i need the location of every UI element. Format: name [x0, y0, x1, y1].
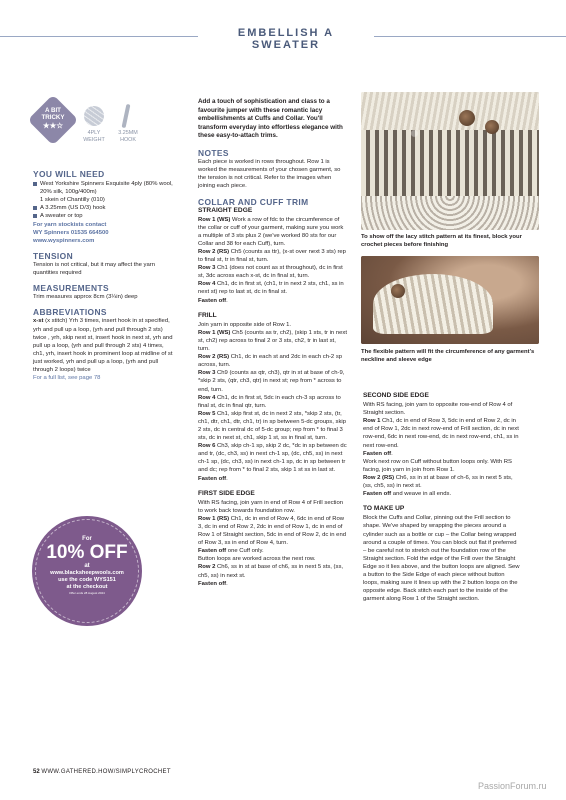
right-column	[363, 392, 521, 603]
straight-edge-heading: STRAIGHT EDGE	[198, 206, 253, 214]
need-item-yarn: West Yorkshire Spinners Exquisite 4ply (80% wool, 20% silk, 100g/400m)	[33, 180, 173, 196]
abbreviations-text: x-st (x stitch) Yrh 3 times, insert hook in st specified, yrh and pull up a loop, (yrh and pull through 2 sts) twice , yrh, skip next st, insert hook in next st, yrh and pull up a loop, (yrh and pull through 2 sts) 4 times, ch1, yrh, insert hook in prominent loop at midline of st just worked, yrh and pull up a loop, (yrh and pull through 2 loops) twice	[33, 318, 173, 373]
footer-page-number: 52 WWW.GATHERED.HOW/SIMPLYCROCHET	[33, 769, 171, 775]
yarn-ball-icon	[84, 106, 104, 126]
offer-site[interactable]: www.blacksheepwools.com	[50, 570, 124, 576]
tension-text: Tension is not critical, but it may affect the yarn quantities required	[33, 261, 156, 277]
frill-row6: Row 6 Ch3, skip ch-1 sp, skip 2 dc, *dc in sp between dc and tr, (dc, ch3, ss) in next ch-1 sp, (dc, ch5, ss) in next ch-1 sp, (dc, ch3, ss) in next ch-1 sp, dc in sp between tr and dc; rep from * to final 2 sts, skip 1 st ss in last st.	[198, 443, 347, 474]
offer-code: use the code WYS151	[58, 577, 116, 583]
button-icon-3	[391, 284, 405, 298]
make-up-heading: TO MAKE UP	[363, 505, 405, 513]
first-side-note: Button loops are worked across the next row.	[198, 556, 316, 563]
collar-row3: Row 3 Ch1 (does not count as st throughout), dc in first st, 3dc across each x-st, dc in final st, turn.	[198, 265, 343, 280]
first-side-heading: FIRST SIDE EDGE	[198, 489, 255, 497]
left-column	[33, 170, 173, 382]
frill-row3: Row 3 Ch9 (counts as qtr, ch3), qtr in st at base of ch-9, *skip 2 sts, (qtr, ch3, qtr) in next st; rep from * across to end, turn.	[198, 370, 345, 393]
offer-text	[38, 536, 136, 596]
second-side-weave: Fasten off and weave in all ends.	[363, 491, 452, 498]
collar-row2: Row 2 (RS) Ch5 (counts as ttr), (x-st over next 3 sts) rep to final st, tr in final st, turn.	[198, 249, 346, 264]
first-side-fasten-cuff: Fasten off one Cuff only.	[198, 548, 264, 555]
cuff-lace	[373, 274, 493, 334]
first-side-intro: With RS facing, join yarn in end of Row 4 of Frill section to work back towards foundation row.	[198, 499, 344, 514]
badge-line2: TRICKY	[41, 114, 65, 121]
offer-checkout: at the checkout	[66, 584, 108, 590]
tension-heading: TENSION	[33, 250, 74, 261]
frill-intro: Join yarn in opposite side of Row 1.	[198, 321, 291, 328]
second-side-intro: With RS facing, join yarn to opposite row-end of Row 4 of Straight section.	[363, 402, 513, 417]
caption-photo-2: The flexible pattern will fit the circumference of any garment's neckline and sleeve edge	[361, 349, 535, 363]
header-rule-left	[0, 36, 198, 37]
hook-icon	[122, 104, 131, 128]
first-side-row1: Row 1 (RS) Ch1, dc in end of Row 4, 6dc in end of Row 3, dc in end of Row 2, 2dc in end of Row 1, dc in end of Row 1 of Straight section, 5dc in end of Row 2, dc in end of Row 3, ss in end of Row 4, turn.	[198, 515, 347, 547]
need-item-yarn-qty: 1 skein of Chantilly (010)	[40, 197, 105, 204]
frill-heading: FRILL	[198, 311, 217, 319]
first-side-fasten-off: Fasten off.	[198, 580, 228, 587]
caption-photo-1: To show off the lacy stitch pattern at its finest, block your crochet pieces before finishing	[361, 234, 522, 248]
measurements-text: Trim measures approx 8cm (3¼in) deep	[33, 294, 138, 301]
notes-heading: NOTES	[198, 147, 229, 158]
stockist-link[interactable]: www.wyspinners.com	[33, 237, 95, 244]
photo-collar-closeup	[361, 92, 539, 230]
middle-column	[198, 98, 348, 588]
button-icon	[459, 110, 475, 126]
badge-line1: A BIT	[45, 107, 61, 114]
frill-fasten-off: Fasten off.	[198, 475, 228, 482]
notes-text: Each piece is worked in rows throughout. Row 1 is worked the measurements of your chosen garment, so the tension is not critical. Refer to the images when joining each piece.	[198, 159, 341, 190]
collar-heading: COLLAR AND CUFF TRIM	[198, 197, 309, 208]
offer-for: For	[82, 536, 92, 542]
stockist-line2: WY Spinners 01535 664500	[33, 229, 109, 236]
frill-row2: Row 2 (RS) Ch1, dc in each st and 2dc in each ch-2 sp across, turn.	[198, 354, 343, 369]
button-icon-2	[485, 120, 499, 134]
you-will-need-heading: YOU WILL NEED	[33, 169, 105, 179]
need-item-sweater: A sweater or top	[33, 212, 173, 220]
intro-text: Add a touch of sophistication and class to a favourite jumper with these romantic lacy embellishments at Cuffs and Collar. You'll transform everyday into effortless elegance with these easy-to-attach trims.	[198, 98, 343, 140]
frill-row5: Row 5 Ch1, skip first st, dc in next 2 sts, *skip 2 sts, (tr, ch1, dtr, ch1, dtr, ch1, tr) in sp between 5-dc groups, skip 2 sts, dc in central dc of 5-dc group; rep from * to final 3 sts, dc in next st, ch1, skip 1 st, ss in final st, turn.	[198, 410, 346, 442]
page-title: EMBELLISH A SWEATER	[237, 27, 335, 51]
badge-stars: ★★☆	[42, 121, 64, 130]
second-side-fasten-off: Fasten off.	[363, 450, 393, 457]
abbreviations-link[interactable]: For a full list, see page 78	[33, 375, 101, 382]
make-up-text: Block the Cuffs and Collar, pinning out the Frill section to shape. We've shaped by wrapping the pieces around a cylinder such as a bottle or cup – the Collar being wrapped around a couple of times. You can block out flat if preferred – be careful not to stretch out the foundation row of the Straight section. Fold the edge of the Frill over the Straight Edge so it lies above, and the button loops are aligned. Sew a button to the Side Edge of each piece without button loops, making sure it lines up with the 2 button loops on the opposite edge. Back stitch each part to the inside of the garment along Row 1 of the Straight section.	[363, 515, 520, 603]
collar-row4: Row 4 Ch1, dc in first st, (ch1, tr in next 2 sts, ch1, ss in next st) rep to last st, dc in final st.	[198, 281, 344, 296]
second-side-note: Work next row on Cuff without button loops only. With RS facing, join yarn in join from Row 1.	[363, 458, 512, 473]
collar-fasten-off: Fasten off.	[198, 297, 228, 304]
frill-row4: Row 4 Ch1, dc in first st, 5dc in each ch-3 sp across to final st, dc in final qtr, turn.	[198, 394, 341, 409]
watermark: PassionForum.ru	[478, 781, 547, 791]
first-side-row2: Row 2 Ch6, ss in st at base of ch6, ss in next 5 sts, (ss, ch5, ss) in next st.	[198, 564, 344, 579]
need-item-hook: A 3.25mm (US D/3) hook	[33, 204, 173, 212]
hook-label: 3.25MM HOOK	[118, 130, 138, 143]
lace-band-bottom	[361, 196, 539, 230]
stockist-line1: For yarn stockists contact	[33, 221, 107, 228]
difficulty-badge-text	[31, 107, 75, 130]
lace-band-top	[361, 92, 539, 130]
abbreviations-heading: ABBREVIATIONS	[33, 307, 107, 318]
weight-label: 4PLY WEIGHT	[83, 130, 105, 143]
offer-percent: 10% OFF	[46, 542, 128, 563]
second-side-row2: Row 2 (RS) Ch6, ss in st at base of ch-6, ss in next 5 sts, (ss, ch5, ss) in next st.	[363, 474, 513, 490]
photo-cuff-on-sleeve	[361, 256, 539, 344]
frill-row1: Row 1 (WS) Ch5 (counts as tr, ch2), (skip 1 sts, tr in next st, ch2) rep across to final 2 or 3 sts, ch2, tr in last st, turn.	[198, 329, 347, 353]
second-side-heading: SECOND SIDE EDGE	[363, 392, 429, 399]
offer-small-print: Offer ends 28 August 2024	[69, 591, 105, 595]
header-rule-right	[374, 36, 566, 37]
second-side-row1: Row 1 Ch1, dc in end of Row 3, 5dc in end of Row 2, dc in end of Row 1, 2dc in next row-end of Frill section, dc in next row-end, 6dc in next row-end, dc in next row-end, ch1, ss in next row-end.	[363, 418, 519, 449]
collar-row1: Row 1 (WS) Work a row of fdc to the circumference of the collar or cuff of your garment, making sure you work a multiple of 3 sts plus 2 (we've worked 80 sts for our Collar and 38 for each Cuff), turn.	[198, 216, 344, 247]
offer-at: at	[84, 563, 90, 569]
measurements-heading: MEASUREMENTS	[33, 283, 109, 294]
